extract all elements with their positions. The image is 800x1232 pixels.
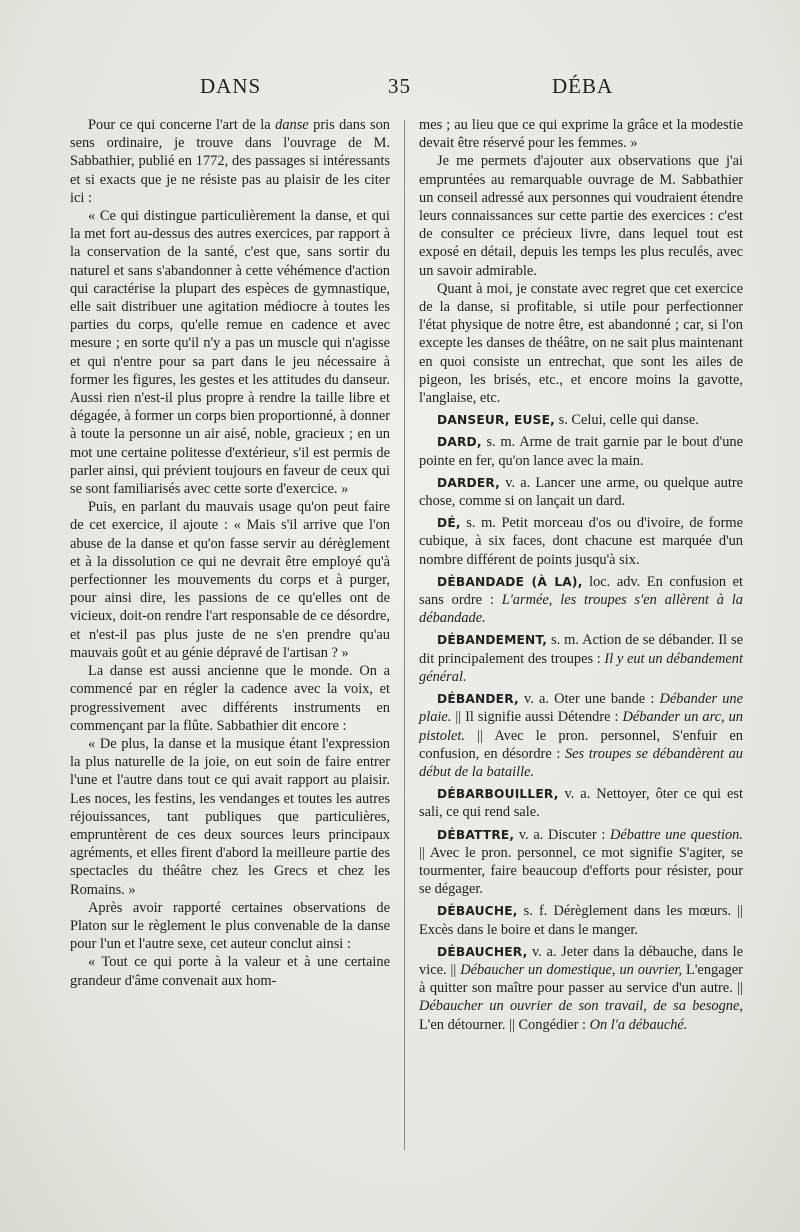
headword: DARD, — [437, 435, 482, 450]
dictionary-entry-debandement: DÉBANDEMENT, s. m. Action de se débander. Il se dit principalement des troupes : Il y eut un débandement général. — [419, 632, 743, 685]
dictionary-entry-debarbouiller: DÉBARBOUILLER, v. a. Nettoyer, ôter ce qui est sali, ce qui rend sale. — [419, 786, 743, 821]
dictionary-entry-de: DÉ, s. m. Petit morceau d'os ou d'ivoire, de forme cubique, à six faces, dont chacune est marquée d'un nombre différent de points jusqu'à six. — [419, 515, 743, 568]
left-column — [70, 116, 390, 990]
headword: DÉBAUCHER, — [437, 944, 528, 959]
dictionary-entry-debander: DÉBANDER, v. a. Oter une bande : Débander une plaie. || Il signifie aussi Détendre : Débander un arc, un pistolet. || Avec le pron. personnel, S'enfuir en confusion, en désordre : Ses troupes se débandèrent au début de la bataille. — [419, 691, 744, 780]
headword: DÉBANDEMENT, — [437, 633, 548, 648]
quote-paragraph: « Tout ce qui porte à la valeur et à une certaine grandeur d'âme convenait aux hom- — [70, 954, 390, 989]
dictionary-entry-darder: DARDER, v. a. Lancer une arme, ou quelque autre chose, comme si on lançait un dard. — [419, 474, 743, 510]
headword: DÉ, — [437, 516, 461, 531]
dictionary-entry-debaucher: DÉBAUCHER, v. a. Jeter dans la débauche, dans le vice. || Débaucher un domestique, un ouvrier, L'engager à quitter son maître pour passer au service d'un autre. || Débaucher un ouvrier de son travail, de sa besogne, L'en détourner. || Congédier : On l'a débauché. — [419, 943, 743, 1033]
dictionary-entry-debauche: DÉBAUCHE, s. f. Dérèglement dans les mœurs. || Excès dans le boire et dans le manger. — [419, 903, 743, 938]
header-right-word: DÉBA — [552, 74, 614, 98]
headword: DANSEUR, EUSE, — [437, 413, 555, 428]
headword: DÉBANDADE (À LA), — [437, 574, 583, 589]
paragraph: Puis, en parlant du mauvais usage qu'on peut faire de cet exercice, il ajoute : « Mais s'il arrive que l'on abuse de la danse et qu'on fasse servir au dérèglement et à la dissolution ce qui ne devrait être employé qu'à perfectionner les mouvements du corps et à purger, pour ainsi dire, les passions de ce qu'elles ont de vicieux, doit-on rendre l'art responsable de ce désordre, et n'est-il pas plus juste de ne s'en prendre qu'au mauvais goût et au génie dépravé de l'artisan ? » — [70, 499, 390, 661]
headword: DÉBAUCHE, — [437, 904, 518, 919]
column-divider — [404, 120, 405, 1150]
paragraph: Quant à moi, je constate avec regret que cet exercice de la danse, si profitable, si utile pour perfectionner l'état physique de notre être, est abandonné ; car, si l'on excepte les danses de théâtre, on ne sait plus maintenant en quoi consiste un entrechat, que sont les ailes de pigeon, les brisés, etc., et encore moins la gavotte, l'anglaise, etc. — [419, 280, 743, 407]
headword: DÉBANDER, — [437, 692, 519, 707]
dictionary-entry-danseur: DANSEUR, EUSE, s. Celui, celle qui danse. — [437, 412, 699, 429]
paragraph: La danse est aussi ancienne que le monde. On a commencé par en régler la cadence avec la voix, et progressivement avec différents instruments en commençant par la flûte. Sabbathier dit encore : — [70, 663, 390, 734]
headword: DARDER, — [437, 475, 501, 490]
quote-continuation: mes ; au lieu que ce qui exprime la grâce et la modestie devait être réservé pour les femmes. » — [419, 117, 743, 152]
page-number: 35 — [388, 74, 411, 98]
quote-paragraph: « De plus, la danse et la musique étant l'expression la plus naturelle de la joie, on eut soin de faire entrer l'une et l'autre dans tout ce qui avait rapport au plaisir. Les noces, les festins, les vendanges et toutes les autres réjouissances, tant publiques que particulières, empruntèrent de ces deux sources leurs principaux agréments, et elles firent d'abord la meilleure partie des spectacles du théâtre chez les Grecs et chez les Romains. » — [70, 735, 390, 898]
headword: DÉBATTRE, — [437, 827, 515, 842]
header-left-word: DANS — [200, 74, 262, 98]
paragraph: Je me permets d'ajouter aux observations que j'ai empruntées au remarquable ouvrage de M. Sabbathier un conseil adressé aux personnes qui voudraient étendre leurs connaissances sur cette partie des exercices : c'est de consulter ce précieux livre, dans lequel tout est exposé en détail, depuis les temps les plus reculés, avec un savoir admirable. — [419, 153, 743, 279]
dictionary-entry-dard: DARD, s. m. Arme de trait garnie par le bout d'une pointe en fer, qu'on lance avec la main. — [419, 434, 743, 469]
paragraph: Pour ce qui concerne l'art de la danse pris dans son sens ordinaire, je trouve dans l'ouvrage de M. Sabbathier, publié en 1772, des passages si intéressants et si exacts que je ne résiste pas au plaisir de les citer ici : — [70, 117, 390, 206]
right-column — [419, 116, 743, 1034]
running-header — [0, 74, 800, 108]
paragraph: Après avoir rapporté certaines observations de Platon sur le règlement le plus convenable de la danse pour l'un et l'autre sexe, cet auteur conclut ainsi : — [70, 899, 390, 953]
headword: DÉBARBOUILLER, — [437, 787, 559, 802]
dictionary-entry-debandade: DÉBANDADE (À LA), loc. adv. En confusion et sans ordre : L'armée, les troupes s'en allèrent à la débandade. — [419, 573, 744, 627]
dictionary-entry-debattre: DÉBATTRE, v. a. Discuter : Débattre une question. || Avec le pron. personnel, ce mot signifie S'agiter, se tourmenter, faire beaucoup d'efforts pour résister, pour se dégager. — [419, 826, 743, 898]
quote-paragraph: « Ce qui distingue particulièrement la danse, et qui la met fort au-dessus des autres exercices, par rapport à la conservation de la santé, c'est que, sans sortir du naturel et sans s'abandonner à cette véhémence d'action qui caractérise la plupart des espèces de gymnastique, elle sait distribuer une agitation médiocre à toutes les parties du corps, qu'elle remue en cadence et avec mesure ; en sorte qu'il n'y a pas un muscle qui n'agisse et qui n'entre pour sa part dans le jeu nécessaire à former les figures, les gestes et les attitudes du danseur. Aussi rien n'est-il plus propre à rendre la taille libre et dégagée, à former un corps bien proportionné, à donner à toute la personne un air aisé, noble, gracieux ; en un mot une certaine politesse d'extérieur, s'il est permis de parler ainsi, qui prévient toujours en faveur de ceux qui se sont familiarisés avec cette sorte d'exercice. » — [70, 208, 390, 498]
